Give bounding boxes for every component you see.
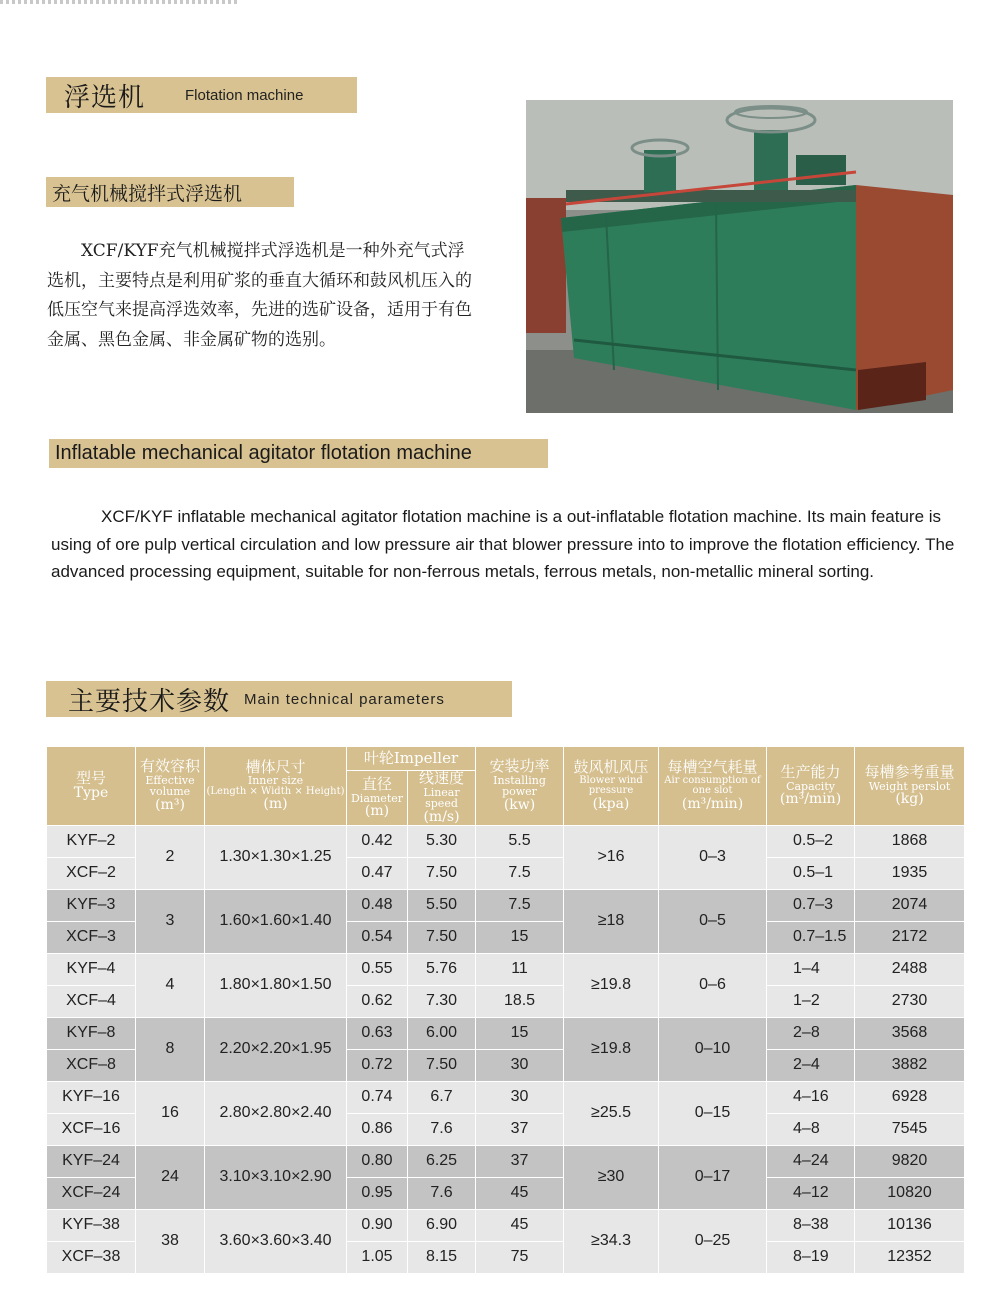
cell-capacity: 0.5–1 [767,857,855,889]
cell-power: 11 [476,953,564,985]
cell-power: 7.5 [476,857,564,889]
header-air-unit: (m³/min) [681,795,744,812]
cell-weight: 7545 [855,1113,965,1145]
section-heading-en: Inflatable mechanical agitator flotation machine [55,442,472,464]
cell-power: 5.5 [476,825,564,857]
cell-diameter: 0.42 [347,825,408,857]
cell-weight: 10136 [855,1209,965,1241]
cell-air: 0–6 [659,953,767,1017]
cell-weight: 2172 [855,921,965,953]
header-capacity [767,747,855,826]
cell-capacity: 8–19 [767,1241,855,1273]
cell-power: 37 [476,1113,564,1145]
cell-speed: 6.25 [408,1145,476,1177]
header-diameter [347,771,408,826]
header-volume [136,747,205,826]
cell-speed: 7.6 [408,1113,476,1145]
cell-type: KYF–4 [47,953,136,985]
cell-speed: 6.7 [408,1081,476,1113]
header-volume-en: Effective volume [145,773,195,799]
header-weight [855,747,965,826]
cell-diameter: 0.47 [347,857,408,889]
cell-blower: ≥18 [564,889,659,953]
cell-diameter: 0.86 [347,1113,408,1145]
header-weight-en: Weight perslot [868,779,951,793]
header-weight-unit: (kg) [895,791,924,808]
cell-capacity: 0.5–2 [767,825,855,857]
cell-size: 1.30×1.30×1.25 [205,825,347,889]
cell-blower: ≥25.5 [564,1081,659,1145]
cell-capacity: 1–4 [767,953,855,985]
cell-weight: 2730 [855,985,965,1017]
cell-type: XCF–2 [47,857,136,889]
section-heading-en-banner [49,439,548,468]
cell-weight: 9820 [855,1145,965,1177]
cell-diameter: 0.74 [347,1081,408,1113]
cell-capacity: 0.7–3 [767,889,855,921]
header-type-en: Type [73,785,109,802]
cell-power: 75 [476,1241,564,1273]
parameters-heading-banner [46,681,512,717]
cell-type: KYF–3 [47,889,136,921]
header-size-unit: (m) [263,796,288,813]
header-blower [564,747,659,826]
header-impeller-label [347,748,475,767]
cell-diameter: 0.95 [347,1177,408,1209]
cell-air: 0–3 [659,825,767,889]
cell-type: XCF–3 [47,921,136,953]
cell-type: KYF–8 [47,1017,136,1049]
page-title-en: Flotation machine [185,86,304,104]
cell-weight: 3568 [855,1017,965,1049]
cell-power: 37 [476,1145,564,1177]
cell-blower: ≥30 [564,1145,659,1209]
header-volume-unit: (m³) [155,796,185,813]
cell-weight: 10820 [855,1177,965,1209]
header-speed-cn: 线速度 [419,769,465,787]
cell-size: 2.80×2.80×2.40 [205,1081,347,1145]
header-weight-cn: 每槽参考重量 [864,762,955,781]
cell-diameter: 0.54 [347,921,408,953]
cell-power: 15 [476,921,564,953]
cell-power: 30 [476,1081,564,1113]
cell-air: 0–17 [659,1145,767,1209]
cell-type: KYF–24 [47,1145,136,1177]
header-air [659,747,767,826]
header-blower-cn: 鼓风机风压 [573,758,649,777]
table-row [47,1209,965,1241]
header-size-cn: 槽体尺寸 [245,757,306,776]
cell-diameter: 0.48 [347,889,408,921]
header-size-en: Inner size [247,774,304,788]
cell-volume: 16 [136,1081,205,1145]
cell-power: 7.5 [476,889,564,921]
parameters-heading-cn: 主要技术参数 [68,686,231,717]
cell-type: XCF–38 [47,1241,136,1273]
cell-speed: 8.15 [408,1241,476,1273]
header-air-cn: 每槽空气耗量 [667,758,758,777]
cell-capacity: 1–2 [767,985,855,1017]
cell-size: 2.20×2.20×1.95 [205,1017,347,1081]
cell-diameter: 0.55 [347,953,408,985]
header-capacity-unit: (m³/min) [779,791,842,808]
cell-type: XCF–8 [47,1049,136,1081]
header-size-detail: (Length × Width × Height) [206,785,345,797]
description-cn: XCF/KYF充气机械搅拌式浮选机是一种外充气式浮选机，主要特点是利用矿浆的垂直大循环和鼓风机压入的低压空气来提高浮选效率，先进的选矿设备，适用于有色金属、黑色金属、非金属矿物的选别。 [47,241,472,350]
cell-type: KYF–16 [47,1081,136,1113]
section-heading-cn: 充气机械搅拌式浮选机 [52,182,243,205]
cell-power: 45 [476,1209,564,1241]
cell-speed: 7.50 [408,1049,476,1081]
cell-power: 18.5 [476,985,564,1017]
cell-air: 0–25 [659,1209,767,1273]
cell-diameter: 0.80 [347,1145,408,1177]
header-speed [408,771,476,826]
cell-capacity: 2–8 [767,1017,855,1049]
cell-type: XCF–24 [47,1177,136,1209]
cell-blower: ≥19.8 [564,1017,659,1081]
flotation-machine-photo [526,100,953,413]
cell-weight: 3882 [855,1049,965,1081]
parameters-heading-en: Main technical parameters [244,690,445,708]
header-power [476,747,564,826]
cell-speed: 6.90 [408,1209,476,1241]
header-capacity-cn: 生产能力 [780,762,841,781]
cell-air: 0–5 [659,889,767,953]
header-power-en: Installing power [493,773,546,799]
header-volume-cn: 有效容积 [139,757,200,775]
cell-weight: 1935 [855,857,965,889]
header-diameter-unit: (m) [364,803,390,820]
page-title-cn: 浮选机 [64,82,146,113]
header-capacity-en: Capacity [786,779,835,793]
cell-blower: >16 [564,825,659,889]
table-row [47,889,965,921]
description-en: XCF/KYF inflatable mechanical agitator flotation machine is a out-inflatable flotation machine. Its main feature is using of ore pulp vertical circulation and low pressure air that blower pressure into to improve the flotation efficiency. The advanced processing equipment, suitable for non-ferrous metals, ferrous metals, non-metallic mineral sorting. [51,507,955,581]
header-impeller-en: Impeller [393,748,459,767]
cell-type: KYF–38 [47,1209,136,1241]
cell-diameter: 1.05 [347,1241,408,1273]
header-air-en: Air consumption of one slot [664,774,761,797]
cell-speed: 6.00 [408,1017,476,1049]
cell-volume: 4 [136,953,205,1017]
cell-blower: ≥19.8 [564,953,659,1017]
technical-parameters-body [47,825,965,1273]
cell-size: 1.60×1.60×1.40 [205,889,347,953]
cell-volume: 24 [136,1145,205,1209]
cell-speed: 5.50 [408,889,476,921]
cell-power: 30 [476,1049,564,1081]
table-row [47,953,965,985]
cell-capacity: 2–4 [767,1049,855,1081]
header-size [205,747,347,826]
cell-diameter: 0.62 [347,985,408,1017]
cell-capacity: 4–16 [767,1081,855,1113]
cell-speed: 7.6 [408,1177,476,1209]
cell-capacity: 0.7–1.5 [767,921,855,953]
header-blower-en: Blower wind pressure [579,774,643,797]
cell-volume: 2 [136,825,205,889]
table-row [47,1017,965,1049]
cell-weight: 2074 [855,889,965,921]
cell-capacity: 4–8 [767,1113,855,1145]
header-speed-unit: (m/s) [423,808,460,825]
cell-type: XCF–4 [47,985,136,1017]
cell-weight: 2488 [855,953,965,985]
header-impeller-cn: 叶轮 [363,748,394,767]
cell-weight: 6928 [855,1081,965,1113]
table-row [47,1081,965,1113]
cell-speed: 7.50 [408,857,476,889]
header-type-cn: 型号 [75,768,106,787]
header-blower-unit: (kpa) [592,795,630,812]
cell-diameter: 0.72 [347,1049,408,1081]
section-heading-cn-banner [46,177,294,207]
page-title-banner [46,77,357,113]
header-power-cn: 安装功率 [489,757,550,775]
cell-air: 0–15 [659,1081,767,1145]
cell-diameter: 0.90 [347,1209,408,1241]
header-type [47,747,136,826]
cell-size: 3.10×3.10×2.90 [205,1145,347,1209]
top-dashed-rule [0,0,240,4]
header-diameter-cn: 直径 [361,774,392,793]
cell-capacity: 4–12 [767,1177,855,1209]
cell-speed: 7.50 [408,921,476,953]
header-speed-en: Linear speed [423,785,460,811]
technical-parameters-table [46,746,965,1274]
table-row [47,1145,965,1177]
cell-weight: 1868 [855,825,965,857]
header-impeller [347,747,476,771]
cell-volume: 3 [136,889,205,953]
cell-capacity: 8–38 [767,1209,855,1241]
cell-type: XCF–16 [47,1113,136,1145]
cell-size: 1.80×1.80×1.50 [205,953,347,1017]
header-power-unit: (kw) [503,796,536,813]
cell-type: KYF–2 [47,825,136,857]
cell-volume: 38 [136,1209,205,1273]
cell-speed: 5.76 [408,953,476,985]
cell-weight: 12352 [855,1241,965,1273]
cell-power: 15 [476,1017,564,1049]
cell-air: 0–10 [659,1017,767,1081]
cell-diameter: 0.63 [347,1017,408,1049]
cell-speed: 5.30 [408,825,476,857]
cell-capacity: 4–24 [767,1145,855,1177]
cell-size: 3.60×3.60×3.40 [205,1209,347,1273]
header-diameter-en: Diameter [350,791,404,805]
cell-volume: 8 [136,1017,205,1081]
table-row [47,825,965,857]
cell-power: 45 [476,1177,564,1209]
cell-speed: 7.30 [408,985,476,1017]
cell-blower: ≥34.3 [564,1209,659,1273]
